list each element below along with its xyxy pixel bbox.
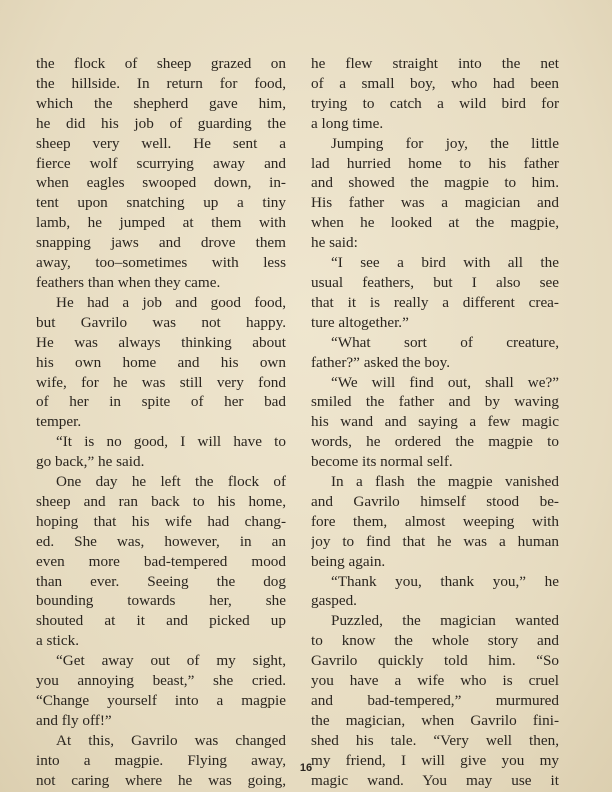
text-line: he said:	[311, 234, 358, 252]
text-line: the hillside. In return for food,	[36, 74, 286, 92]
text-line: he did his job of guarding the	[36, 114, 286, 132]
text-line: a stick.	[36, 632, 80, 650]
text-line: usual feathers, but I also see	[311, 273, 559, 291]
text-line: At this, Gavrilo was changed	[56, 731, 286, 749]
text-line: than ever. Seeing the dog	[36, 572, 286, 590]
text-line: Jumping for joy, the little	[331, 134, 559, 152]
text-line: “Thank you, thank you,” he	[331, 572, 559, 590]
text-line: snapping jaws and drove them	[36, 234, 286, 252]
text-line: His father was a magician and	[311, 194, 559, 212]
text-line: and bad-tempered,” murmured	[311, 692, 559, 709]
text-line: shouted at it and picked up	[36, 612, 286, 630]
text-line: the flock of sheep grazed on	[36, 55, 286, 72]
text-line: Puzzled, the magician wanted	[331, 612, 559, 630]
text-line: but Gavrilo was not happy.	[36, 313, 286, 331]
text-line: my friend, I will give you my	[311, 751, 559, 769]
text-line: the magician, when Gavrilo fini-	[311, 711, 559, 729]
text-line: you annoying beast,” she cried.	[36, 672, 286, 690]
text-line: temper.	[36, 413, 82, 431]
right-text-column	[311, 54, 559, 791]
text-line: He was always thinking about	[36, 333, 286, 351]
text-line: away, too–sometimes with less	[36, 254, 286, 272]
text-line: his own home and his own	[36, 353, 286, 371]
text-line: to know the whole story and	[311, 632, 559, 650]
text-line: lamb, he jumped at them with	[36, 214, 286, 232]
text-line: and showed the magpie to him.	[311, 174, 559, 192]
text-line: tent upon snatching up a tiny	[36, 194, 286, 212]
text-line: He had a job and good food,	[56, 293, 286, 311]
text-line: hoping that his wife had chang-	[36, 512, 286, 530]
page-number: 16	[299, 762, 313, 774]
text-line: you have a wife who is cruel	[311, 672, 559, 690]
text-line: “Get away out of my sight,	[56, 652, 286, 670]
text-line: being again.	[311, 552, 386, 570]
text-line: “It is no good, I will have to	[56, 433, 286, 451]
text-line: ture altogether.”	[311, 313, 409, 331]
text-line: of a small boy, who had been	[311, 74, 559, 92]
text-line: “Change yourself into a magpie	[36, 692, 286, 709]
text-line: words, he ordered the magpie to	[311, 433, 559, 451]
text-line: lad hurried home to his father	[311, 154, 559, 172]
text-line: “What sort of creature,	[331, 333, 559, 351]
text-line: and fly off!”	[36, 711, 112, 729]
text-line: and Gavrilo himself stood be-	[311, 492, 559, 510]
text-line: a long time.	[311, 114, 384, 132]
text-line: which the shepherd gave him,	[36, 94, 286, 112]
text-line: he flew straight into the net	[311, 55, 559, 72]
text-line: father?” asked the boy.	[311, 353, 451, 371]
text-line: gasped.	[311, 592, 357, 610]
text-line: bounding towards her, she	[36, 592, 286, 610]
text-line: become its normal self.	[311, 453, 453, 471]
text-line: wife, for he was still very fond	[36, 373, 286, 391]
text-line: sheep very well. He sent a	[36, 134, 286, 152]
text-line: fierce wolf scurrying away and	[36, 154, 286, 172]
text-line: of her in spite of her bad	[36, 393, 286, 411]
text-line: shed his tale. “Very well then,	[311, 731, 559, 749]
text-line: his wand and saying a few magic	[311, 413, 559, 431]
text-line: ed. She was, however, in an	[36, 532, 286, 550]
text-line: In a flash the magpie vanished	[331, 473, 559, 491]
left-text-column	[36, 54, 286, 791]
text-line: trying to catch a wild bird for	[311, 94, 559, 112]
text-line: “I see a bird with all the	[331, 254, 559, 272]
text-line: when eagles swooped down, in-	[36, 174, 286, 192]
text-line: smiled the father and by waving	[311, 393, 559, 411]
text-line: feathers than when they came.	[36, 273, 221, 291]
text-line: Gavrilo quickly told him. “So	[311, 652, 559, 670]
text-line: magic wand. You may use it	[311, 771, 559, 789]
text-line: go back,” he said.	[36, 453, 145, 471]
text-line: fore them, almost weeping with	[311, 512, 559, 530]
text-line: not caring where he was going,	[36, 771, 286, 789]
text-line: sheep and ran back to his home,	[36, 492, 286, 510]
text-line: joy to find that he was a human	[311, 532, 559, 550]
text-line: even more bad-tempered mood	[36, 552, 286, 570]
text-line: “We will find out, shall we?”	[331, 373, 559, 391]
text-line: that it is really a different crea-	[311, 293, 559, 311]
text-line: when he looked at the magpie,	[311, 214, 559, 232]
text-line: One day he left the flock of	[56, 473, 286, 491]
text-line: into a magpie. Flying away,	[36, 751, 286, 769]
